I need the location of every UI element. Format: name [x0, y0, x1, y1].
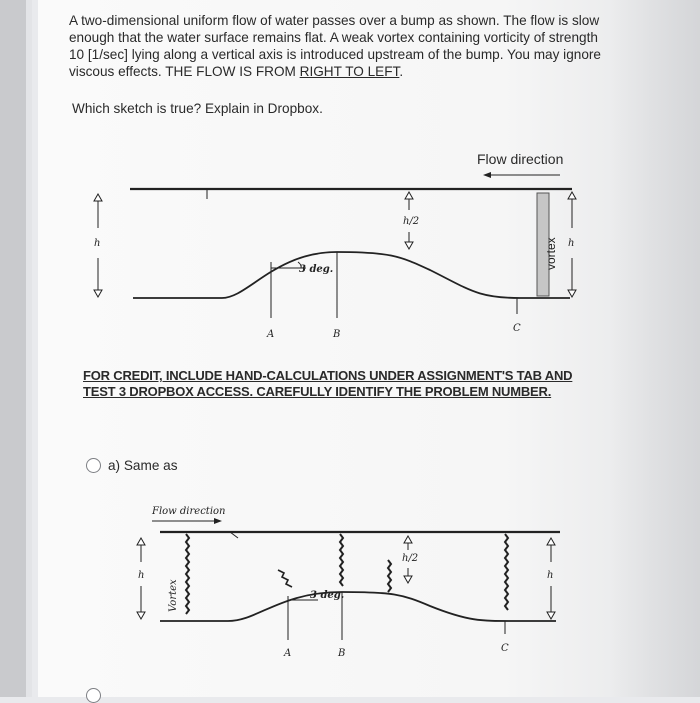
- option-b-radio[interactable]: [86, 688, 101, 703]
- option-a-flow-arrow-head: [214, 518, 222, 524]
- option-a-half-h-arrow-up: [404, 536, 412, 543]
- flow-direction-emphasis: RIGHT TO LEFT: [299, 64, 400, 79]
- point-c-label: C: [513, 323, 521, 334]
- h-left-label: h: [94, 238, 101, 249]
- h-right-label: h: [568, 238, 575, 249]
- option-a-h-right-arrow-up: [547, 538, 555, 545]
- question-prompt: Which sketch is true? Explain in Dropbox.: [72, 101, 323, 116]
- flow-direction-label: Flow direction: [477, 151, 564, 167]
- point-a-label: A: [267, 329, 275, 340]
- option-a-label: a) Same as: [108, 458, 178, 473]
- option-a-vortex-line-1: [186, 534, 189, 614]
- credit-instructions: FOR CREDIT, INCLUDE HAND-CALCULATIONS UNDER ASSIGNMENT'S TAB AND TEST 3 DROPBOX ACCESS. CAREFULLY IDENTIFY THE PROBLEM NUMBER.: [83, 368, 573, 399]
- option-a-vortex-line-2: [278, 570, 292, 587]
- option-a-point-a-label: A: [284, 648, 292, 659]
- option-a-vortex-line-3: [340, 534, 343, 586]
- vortex-label: vortex: [544, 237, 558, 270]
- option-a-point-c-label: C: [501, 643, 509, 654]
- option-a-h-right-label: h: [547, 570, 554, 581]
- option-a-point-b-label: B: [338, 648, 346, 659]
- half-h-label: h/2: [403, 216, 420, 227]
- question-end: .: [399, 64, 404, 79]
- option-a-h-left-arrow-down: [137, 612, 145, 619]
- point-b-label: B: [333, 329, 341, 340]
- option-a-bump-profile: [160, 592, 556, 621]
- option-a-flow-label: Flow direction: [152, 506, 226, 517]
- option-a-vortex-line-4: [388, 560, 391, 592]
- option-a-h-right-arrow-down: [547, 612, 555, 619]
- option-a-h-left-arrow-up: [137, 538, 145, 545]
- option-a-h-left-label: h: [138, 570, 145, 581]
- option-a-angle-label: 3 deg.: [310, 590, 345, 601]
- option-a-half-h-label: h/2: [402, 553, 419, 564]
- option-a-half-h-arrow-down: [404, 576, 412, 583]
- option-a-vortex-label: Vortex: [168, 579, 179, 612]
- angle-label: 3 deg.: [299, 264, 334, 275]
- option-a-vortex-line-5: [505, 534, 508, 610]
- question-body: A two-dimensional uniform flow of water passes over a bump as shown. The flow is slow enough that the water surface remains flat. A weak vortex containing vorticity of strength 10 [1/sec] lying along a vertical axis is introduced upstream of the bump. You may ignore viscous effects. THE FLOW IS FROM: [69, 13, 601, 79]
